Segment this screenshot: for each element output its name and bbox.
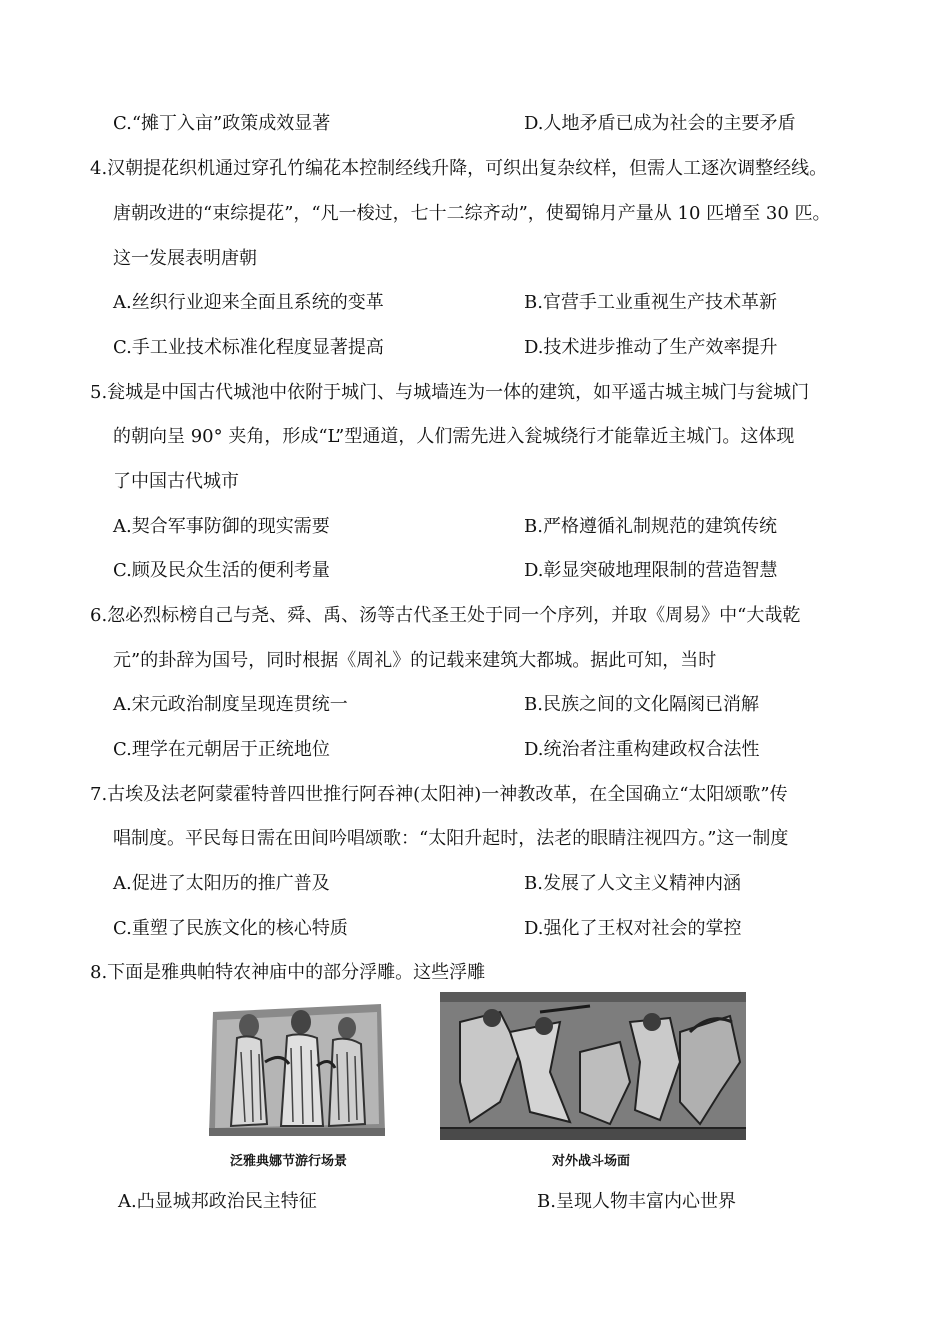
q7-option-b: B.发展了人文主义精神内涵 <box>524 873 741 894</box>
q5-option-d: D.彰显突破地理限制的营造智慧 <box>524 560 778 581</box>
q6-option-a: A.宋元政治制度呈现连贯统一 <box>113 694 348 715</box>
q6-option-c: C.理学在元朝居于正统地位 <box>113 739 330 760</box>
q4-option-c: C.手工业技术标准化程度显著提高 <box>113 337 384 358</box>
q7-stem-line-1: 7.古埃及法老阿蒙霍特普四世推行阿吞神(太阳神)一神教改革，在全国确立“太阳颂歌”传 <box>90 784 788 805</box>
caption-battle: 对外战斗场面 <box>552 1154 631 1169</box>
q4-option-d: D.技术进步推动了生产效率提升 <box>524 337 778 358</box>
q5-option-a: A.契合军事防御的现实需要 <box>113 516 330 537</box>
q3-option-d: D.人地矛盾已成为社会的主要矛盾 <box>524 113 796 134</box>
q4-option-b: B.官营手工业重视生产技术革新 <box>524 292 777 313</box>
q4-stem-line-1: 4.汉朝提花织机通过穿孔竹编花本控制经线升降，可织出复杂纹样，但需人工逐次调整经线。 <box>90 158 828 179</box>
q5-stem-line-3: 了中国古代城市 <box>113 471 239 492</box>
q5-stem-line-1: 5.瓮城是中国古代城池中依附于城门、与城墙连为一体的建筑，如平遥古城主城门与瓮城门 <box>90 382 810 403</box>
q7-option-d: D.强化了王权对社会的掌控 <box>524 918 742 939</box>
q5-option-c: C.顾及民众生活的便利考量 <box>113 560 330 581</box>
q8-option-b: B.呈现人物丰富内心世界 <box>537 1191 736 1212</box>
q3-option-c: C.“摊丁入亩”政策成效显著 <box>113 113 331 134</box>
q7-stem-line-2: 唱制度。平民每日需在田间吟唱颂歌：“太阳升起时，法老的眼睛注视四方。”这一制度 <box>113 828 789 849</box>
q6-option-d: D.统治者注重构建政权合法性 <box>524 739 760 760</box>
q8-option-a: A.凸显城邦政治民主特征 <box>118 1191 317 1212</box>
q6-stem-line-2: 元”的卦辞为国号，同时根据《周礼》的记载来建筑大都城。据此可知，当时 <box>113 650 717 671</box>
caption-procession: 泛雅典娜节游行场景 <box>230 1154 348 1169</box>
q4-option-a: A.丝织行业迎来全面且系统的变革 <box>113 292 384 313</box>
q6-option-b: B.民族之间的文化隔阂已消解 <box>524 694 759 715</box>
battle-scene-relief <box>440 992 746 1140</box>
q7-option-a: A.促进了太阳历的推广普及 <box>113 873 330 894</box>
q6-stem-line-1: 6.忽必烈标榜自己与尧、舜、禹、汤等古代圣王处于同一个序列，并取《周易》中“大哉乾 <box>90 605 801 626</box>
q7-option-c: C.重塑了民族文化的核心特质 <box>113 918 348 939</box>
q8-stem: 8.下面是雅典帕特农神庙中的部分浮雕。这些浮雕 <box>90 962 486 983</box>
q5-option-b: B.严格遵循礼制规范的建筑传统 <box>524 516 777 537</box>
q5-stem-line-2: 的朝向呈 90° 夹角，形成“L”型通道，人们需先进入瓮城绕行才能靠近主城门。这体现 <box>113 426 795 447</box>
q4-stem-line-3: 这一发展表明唐朝 <box>113 248 257 269</box>
panathenaic-procession-relief <box>205 992 389 1140</box>
q4-stem-line-2: 唐朝改进的“束综提花”，“凡一梭过，七十二综齐动”，使蜀锦月产量从 10 匹增至 30 匹。 <box>113 203 831 224</box>
